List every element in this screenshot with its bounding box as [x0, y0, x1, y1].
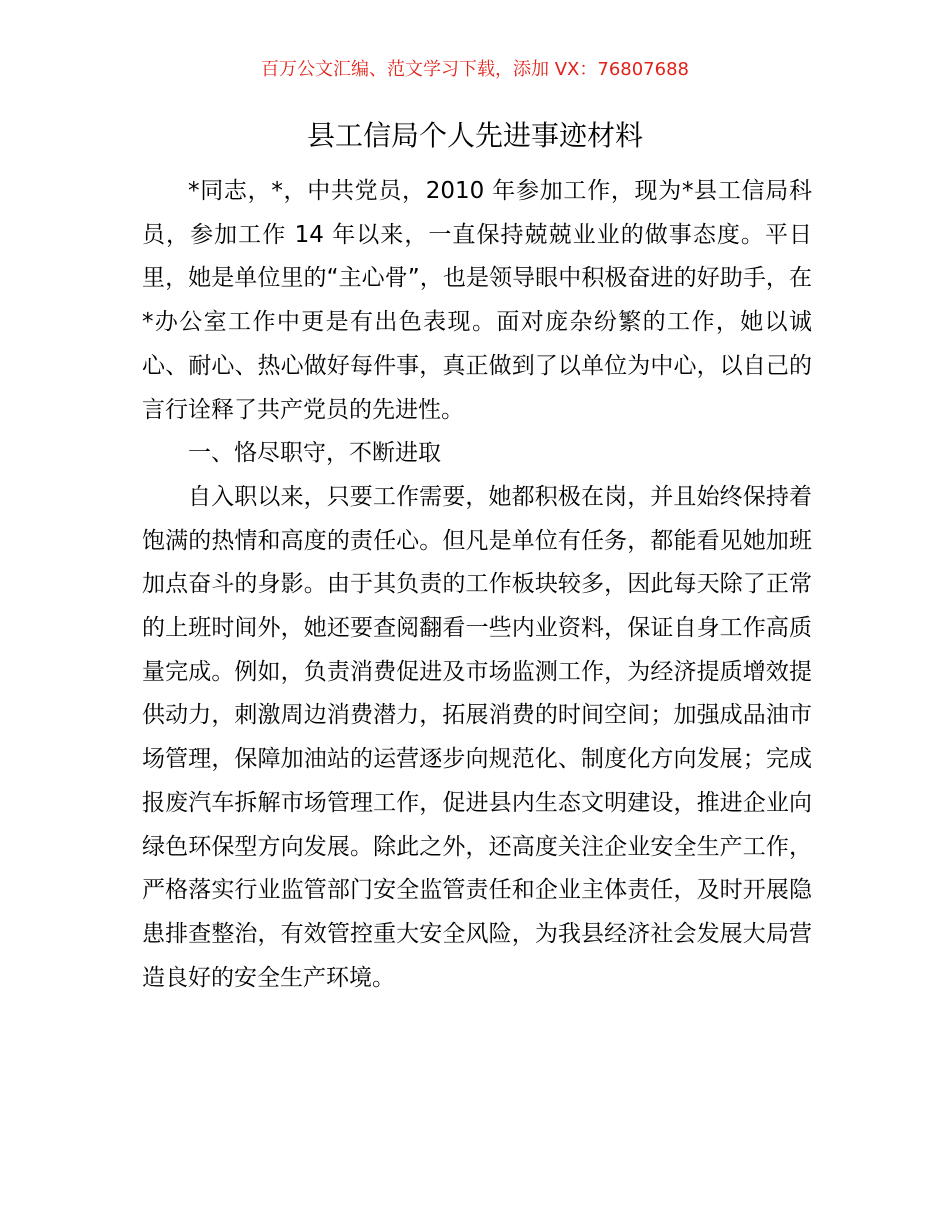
section-heading: 一、恪尽职守，不断进取 — [188, 440, 441, 467]
header-banner: 百万公文汇编、范文学习下载，添加 VX：76807688 — [261, 59, 689, 80]
page-title: 县工信局个人先进事迹材料 — [306, 119, 643, 152]
intro-paragraph: *同志，*，中共党员，2010 年参加工作，现为*县工信局科员，参加工作 14 年以来，一直保持兢兢业业的做事态度。平日里，她是单位里的“主心骨”，也是领导眼中积极奋进的好助手，在*办公室工作中更是有出色表现。面对庞杂纷繁的工作，她以诚心、耐心、热心做好每件事，真正做到了以单位为中心，以自己的言行诠释了共产党员的先进性。 — [142, 178, 812, 423]
body-paragraph: 自入职以来，只要工作需要，她都积极在岗，并且始终保持着饱满的热情和高度的责任心。但凡是单位有任务，都能看见她加班加点奋斗的身影。由于其负责的工作板块较多，因此每天除了正常的上班时间外，她还要查阅翻看一些内业资料，保证自身工作高质量完成。例如，负责消费促进及市场监测工作，为经济提质增效提供动力，刺激周边消费潜力，拓展消费的时间空间；加强成品油市场管理，保障加油站的运营逐步向规范化、制度化方向发展；完成报废汽车拆解市场管理工作，促进县内生态文明建设，推进企业向绿色环保型方向发展。除此之外，还高度关注企业安全生产工作，严格落实行业监管部门安全监管责任和企业主体责任，及时开展隐患排查整治，有效管控重大安全风险，为我县经济社会发展大局营造良好的安全生产环境。 — [142, 483, 812, 991]
document-body — [142, 170, 812, 1000]
